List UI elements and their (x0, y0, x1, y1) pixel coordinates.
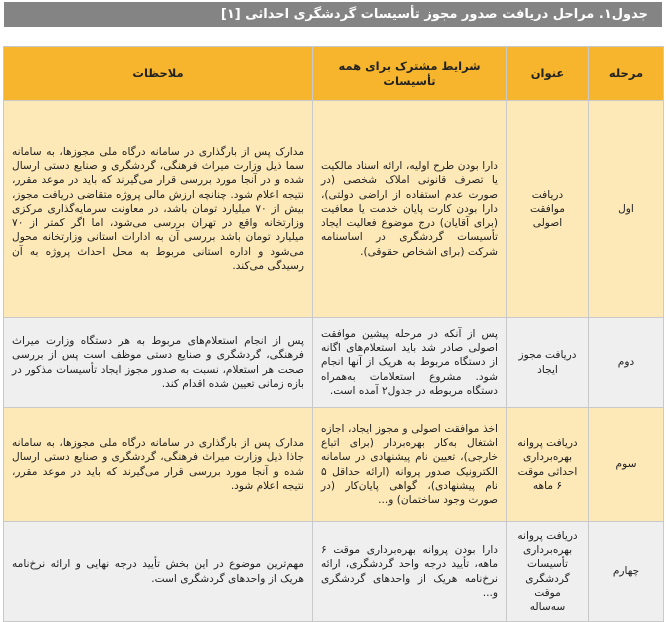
notes-cell: مهم‌ترین موضوع در این بخش تأیید درجه نهایی و ارائه نرخ‌نامه هریک از واحدهای گردشگری است. (4, 522, 313, 622)
header-row (4, 47, 664, 101)
conditions-cell: دارا بودن طرح اولیه، ارائه اسناد مالکیت یا تصرف قانونی املاک شخصی (در صورت عدم استفاده از اراضی دولتی)، دارا بودن کارت پایان خدمت یا معافیت (برای آقایان) درج موضوع فعالیت ایجاد تأسیسات گردشگری در اساسنامه شرکت (برای اشخاص حقوقی). (313, 101, 507, 318)
name-cell: دریافت مجوز ایجاد (507, 318, 589, 408)
name-cell: دریافت موافقت اصولی (507, 101, 589, 318)
table-row (4, 318, 664, 408)
header-notes: ملاحظات (4, 47, 313, 101)
header-name: عنوان (507, 47, 589, 101)
table-row (4, 408, 664, 522)
conditions-cell: دارا بودن پروانه بهره‌برداری موقت ۶ ماهه، تأیید درجه واحد گردشگری، ارائه نرخ‌نامه هریک از واحدهای گردشگری و... (313, 522, 507, 622)
table-row (4, 101, 664, 318)
notes-cell: مدارک پس از بارگذاری در سامانه درگاه ملی مجوزها، به سامانه جاذا ذیل وزارت میراث فرهنگی، گردشگری و صنایع دستی ارسال شده و آنجا مورد بررسی قرار می‌گیرند که باید در موعد مقرر، نتیجه اعلام شود. (4, 408, 313, 522)
stage-cell: سوم (589, 408, 664, 522)
header-stage: مرحله (589, 47, 664, 101)
name-cell: دریافت پروانه بهره‌برداری تأسیسات گردشگری موقت سه‌ساله (507, 522, 589, 622)
conditions-cell: اخذ موافقت اصولی و مجوز ایجاد، اجازه اشتغال به‌کار بهره‌بردار (برای اتباع خارجی)، تعیین نام پیشنهادی در سامانه الکترونیک صدور پروانه (ارائه حداقل ۵ نام پیشنهادی)، گواهی پایان‌کار (در صورت وجود ساختمان) و... (313, 408, 507, 522)
stage-cell: اول (589, 101, 664, 318)
header-conditions: شرایط مشترک برای همه تأسیسات (313, 47, 507, 101)
table-row (4, 522, 664, 622)
table-caption: جدول۱. مراحل دریافت صدور مجوز تأسیسات گردشگری احداثی [۱] (4, 2, 662, 27)
notes-cell: مدارک پس از بارگذاری در سامانه درگاه ملی مجوزها، به سامانه سما ذیل وزارت میراث فرهنگی، گردشگری و صنایع دستی ارسال شده و در آنجا مورد بررسی قرار می‌گیرند که باید در موعد مقرر، نتیجه اعلام شود. چنانچه ارزش مالی پروژه متقاضی دریافت مجوز، بیش از ۷۰ میلیارد تومان باشد، در معاونت سرمایه‌گذاری مرکزی وزارتخانه واقع در تهران بررسی می‌شود، اما اگر کمتر از ۷۰ میلیارد تومان باشد بررسی آن به ادارات استانی وزارتخانه محول می‌شود و اداره استانی مربوط به محل احداث پروژه به آن رسیدگی می‌کند. (4, 101, 313, 318)
notes-cell: پس از انجام استعلام‌های مربوط به هر دستگاه وزارت میراث فرهنگی، گردشگری و صنایع دستی موظف است پس از بررسی صحت هر استعلام، نسبت به صدور مجوز ایجاد تأسیسات مذکور در بازه زمانی تعیین شده اقدام کند. (4, 318, 313, 408)
stage-cell: دوم (589, 318, 664, 408)
conditions-cell: پس از آنکه در مرحله پیشین موافقت اصولی صادر شد باید استعلام‌های اگانه از دستگاه مربوط به هریک از آنها انجام شود. مشروع استعلامات به‌همراه دستگاه مربوطه در جدول۲ آمده است. (313, 318, 507, 408)
licensing-stages-table (3, 46, 664, 622)
name-cell: دریافت پروانه بهره‌برداری احداثی موقت ۶ ماهه (507, 408, 589, 522)
stage-cell: چهارم (589, 522, 664, 622)
